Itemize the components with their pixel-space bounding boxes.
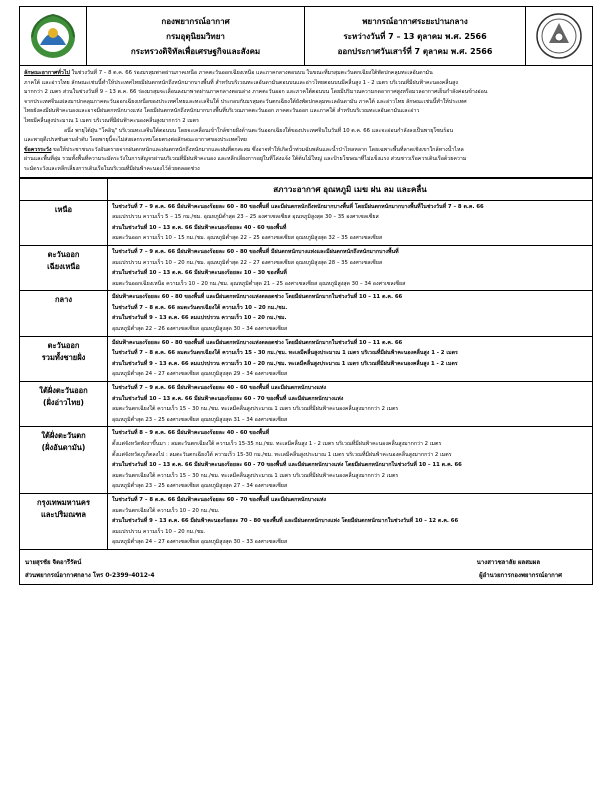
forecast-line: อุณหภูมิต่ำสุด 24 – 27 องศาเซลเซียส อุณหภูมิสูงสุด 30 – 33 องศาเซลเซียส <box>112 539 288 546</box>
region-name: ตะวันออก <box>47 340 80 350</box>
forecast-line: ลมตะวันตกเฉียงใต้ ความเร็ว 10 – 20 กม./ชม. <box>112 507 220 514</box>
region-cell <box>20 291 108 336</box>
region-cell <box>20 200 108 245</box>
forecast-line: ในช่วงวันที่ 7 – 8 ต.ค. 66 ลมตะวันตกเฉียงใต้ ความเร็ว 10 – 20 กม./ชม. <box>112 304 288 311</box>
forecast-line: ในช่วงวันที่ 7 – 9 ต.ค. 66 มีฝนฟ้าคะนองร้อยละ 60 - 80 ของพื้นที่ และมีฝนตกหนักถึงหนักมากบางพื้นที่ โดยมีฝนตกหนักมากบางพื้นที่ในช่วงวันที่ 7 – 8 ต.ค. 66 <box>112 203 484 210</box>
issue-date: ออกประกาศวันเสาร์ที่ 7 ตุลาคม พ.ศ. 2566 <box>337 46 493 56</box>
forecast-cell <box>108 245 593 290</box>
region-name: เหนือ <box>54 204 73 214</box>
forecast-line: ลมแปรปรวน ความเร็ว 5 – 15 กม./ชม. อุณหภูมิต่ำสุด 23 – 25 องศาเซลเซียส อุณหภูมิสูงสุด 30 – 35 องศาเซลเซียส <box>112 214 379 221</box>
document-footer <box>19 550 593 585</box>
director-title: ผู้อำนวยการกองพยากรณ์อากาศ <box>479 571 562 579</box>
region-name: (ฝั่งอันดามัน) <box>41 443 86 453</box>
department-name: กองพยากรณ์อากาศ <box>161 16 230 26</box>
forecast-line: ตั้งแต่จังหวัดพังงาขึ้นมา : ลมตะวันตกเฉียงใต้ ความเร็ว 15-35 กม./ชม. ทะเลมีคลื่นสูง 1 - 2 เมตร บริเวณที่มีฝนฟ้าคะนองคลื่นสูงมากกว่า 2 เมตร <box>112 441 442 447</box>
table-row <box>20 382 593 427</box>
forecast-line: อุณหภูมิต่ำสุด 23 – 25 องศาเซลเซียส อุณหภูมิสูงสุด 31 – 34 องศาเซลเซียส <box>112 416 288 423</box>
table-row <box>20 245 593 290</box>
forecast-line: ลมตะวันออก ความเร็ว 10 – 15 กม./ชม. อุณหภูมิต่ำสุด 22 – 25 องศาเซลเซียส อุณหภูมิสูงสุด 32 – 35 องศาเซลเซียส <box>112 235 383 242</box>
forecast-line: ในช่วงวันที่ 7 – 9 ต.ค. 66 มีฝนฟ้าคะนองร้อยละ 60 - 80 ของพื้นที่ มีฝนตกหนักบางแห่งและมีฝนตกหนักถึงหนักมากบางพื้นที่ <box>112 248 399 255</box>
ministry-seal <box>525 7 592 65</box>
forecast-line: ในช่วงวันที่ 8 – 9 ต.ค. 66 มีฝนฟ้าคะนองร้อยละ 40 - 60 ของพื้นที่ <box>112 430 270 437</box>
forecast-period: ระหว่างวันที่ 7 – 13 ตุลาคม พ.ศ. 2566 <box>343 31 487 41</box>
summary-line: จากประเทศจีนแผ่ลงมาปกคลุมภาคตะวันออกเฉียงเหนือของประเทศไทยและทะเลจีนใต้ ประกอบกับมรสุมตะวันตกเฉียงใต้ยังพัดปกคลุมทะเลอันดามัน ภาคใต้ และอ่าวไทย ลักษณะเช่นนี้ทำให้ประเทศ <box>24 98 467 105</box>
forecast-cell <box>108 200 593 245</box>
table-title: สภาวะอากาศ อุณหภูมิ เมฆ ฝน ลม และคลื่น <box>108 178 593 200</box>
table-row <box>20 427 593 494</box>
region-cell <box>20 245 108 290</box>
caution-line: ระมัดระวังและหลีกเลี่ยงการเดินเรือในบริเวณที่มีฝนฟ้าคะนองไว้ด้วยตลอดช่วง <box>24 165 200 172</box>
forecast-title: พยากรณ์อากาศระยะปานกลาง <box>362 16 468 26</box>
region-name: ใต้ฝั่งตะวันออก <box>39 386 88 396</box>
summary-line: ภาคใต้ และอ่าวไทย ลักษณะเช่นนี้ทำให้ประเทศไทยมีฝนตกหนักถึงหนักมากบางพื้นที่ สำหรับบริเวณทะเลอันดามันตอนบนและอ่าวไทยตอนบนมีคลื่นสูง 1 - 2 เมตร บริเวณที่มีฝนฟ้าคะนองคลื่นสูง <box>24 79 458 86</box>
region-cell <box>20 427 108 494</box>
forecast-line: อุณหภูมิต่ำสุด 23 – 25 องศาเซลเซียส อุณหภูมิสูงสุด 27 – 34 องศาเซลเซียส <box>112 483 288 490</box>
forecast-cell <box>108 291 593 336</box>
forecast-cell <box>108 336 593 381</box>
region-cell <box>20 493 108 549</box>
summary-line: มากกว่า 2 เมตร ส่วนในช่วงวันที่ 9 – 13 ต.ค. 66 ร่องมรสุมจะเลื่อนลงมาพาดผ่านภาคกลางตอนล่าง ภาคตะวันออก และภาคใต้ตอนบน โดยมีปริมาณความกดอากาศสูงหรือมวลอากาศเย็นกำลังค่อนข้างอ่อน <box>24 89 488 96</box>
forecast-cell <box>108 382 593 427</box>
regional-forecast-table <box>19 178 593 550</box>
director-name: นางสาวชลาลัย ผลสมผล <box>476 558 540 566</box>
forecast-line: ในช่วงวันที่ 7 – 9 ต.ค. 66 มีฝนฟ้าคะนองร้อยละ 40 - 60 ของพื้นที่ และมีฝนตกหนักบางแห่ง <box>112 385 327 392</box>
caution-line: ผ่านและพื้นที่ลุ่ม รวมทั้งพื้นที่ความระมัดระวังในการสัญจรผ่านบริเวณที่มีฝนฟ้าคะนอง และหลีกเลี่ยงการอยู่ในที่โล่งแจ้ง ใต้ต้นไม้ใหญ่ และป้ายโฆษณาที่ไม่แข็งแรง ส่วนชาวเรือควรเดินเรือด้วยความ <box>24 156 467 163</box>
forecast-line: ส่วนในช่วงวันที่ 10 – 13 ต.ค. 66 มีฝนฟ้าคะนองร้อยละ 10 – 30 ของพื้นที่ <box>112 270 287 277</box>
general-summary <box>19 66 593 178</box>
tmd-logo-icon <box>26 11 80 61</box>
forecast-line: ลมตะวันออกเฉียงเหนือ ความเร็ว 10 – 20 กม./ชม. อุณหภูมิต่ำสุด 21 – 25 องศาเซลเซียส อุณหภูมิสูงสุด 30 – 34 องศาเซลเซียส <box>112 280 406 287</box>
forecast-line: ตั้งแต่จังหวัดภูเก็ตลงไป : ลมตะวันตกเฉียงใต้ ความเร็ว 15-30 กม./ชม. ทะเลมีคลื่นสูงประมาณ 1 เมตร บริเวณที่มีฝนฟ้าคะนองคลื่นสูงมากกว่า 2 เมตร <box>112 451 452 458</box>
region-name: กลาง <box>54 295 72 305</box>
summary-line: ไทยยังคงมีฝนฟ้าคะนองและอาจมีฝนตกหนักบางแห่ง โดยมีฝนตกหนักถึงหนักมากบางพื้นที่บริเวณภาคตะวันออก ภาคตะวันออก และภาคใต้ สำหรับบริเวณทะเลอันดามันและอ่าว <box>24 108 420 115</box>
table-corner <box>20 178 108 200</box>
region-name: เฉียงเหนือ <box>47 261 80 271</box>
agency-name: กรมอุตุนิยมวิทยา <box>166 31 225 41</box>
region-name: และปริมณฑล <box>41 509 86 519</box>
caution-line: ขอให้ประชาชนระวังอันตรายจากฝนตกหนักและฝนตกหนักถึงหนักมากและฝนที่ตกสะสม ซึ่งอาจทำให้เกิดน้ำท่วมฉับพลันและน้ำป่าไหลหลาก โดยเฉพาะพื้นที่ลาดเชิงเขาใกล้ทางน้ำไหล <box>53 146 464 153</box>
typhoon-note-line: อนึ่ง พายุไต้ฝุ่น "โคอินุ" บริเวณทะเลจีนใต้ตอนบน โดยจะเคลื่อนเข้าใกล้ชายฝั่งด้านตะวันออกเฉียงใต้ของประเทศจีนในวันที่ 10 ต.ค. 66 และจะอ่อนกำลังลงเป็นพายุโซนร้อน <box>64 127 454 134</box>
forecast-line: ในช่วงวันที่ 7 – 8 ต.ค. 66 ลมตะวันตกเฉียงใต้ ความเร็ว 15 - 30 กม./ชม. ทะเลมีคลื่นสูงประมาณ 1 เมตร บริเวณที่มีฝนฟ้าคะนองคลื่นสูง 1 - 2 เมตร <box>112 350 458 357</box>
region-cell <box>20 382 108 427</box>
forecaster-contact: ส่วนพยากรณ์อากาศกลาง โทร 0-2399-4012-4 <box>25 571 155 579</box>
table-row <box>20 493 593 549</box>
forecast-cell <box>108 427 593 494</box>
region-name: ตะวันออก <box>47 249 80 259</box>
region-name: รวมทั้งชายฝั่ง <box>41 352 86 362</box>
forecast-line: ส่วนในช่วงวันที่ 10 – 13 ต.ค. 66 มีฝนฟ้าคะนองร้อยละ 60 - 70 ของพื้นที่ และมีฝนตกหนักบางแห่ง <box>112 395 344 402</box>
region-name: (ฝั่งอ่าวไทย) <box>43 398 84 408</box>
tmd-logo <box>20 7 86 65</box>
ministry-name: กระทรวงดิจิทัลเพื่อเศรษฐกิจและสังคม <box>130 46 261 56</box>
region-cell <box>20 336 108 381</box>
caution-label: ข้อควรระวัง <box>24 146 52 153</box>
ministry-seal-icon <box>534 11 584 61</box>
summary-paragraph-1 <box>24 69 588 79</box>
table-body <box>20 200 593 549</box>
forecast-line: ส่วนในช่วงวันที่ 9 – 13 ต.ค. 66 ลมแปรปรวน ความเร็ว 10 – 20 กม./ชม. <box>112 315 287 322</box>
forecast-title-block <box>305 7 525 65</box>
document-header <box>19 6 593 66</box>
forecast-line: ลมตะวันตกเฉียงใต้ ความเร็ว 15 – 30 กม./ชม. ทะเลมีคลื่นสูงประมาณ 1 เมตร บริเวณที่มีฝนฟ้าคะนองคลื่นสูงมากกว่า 2 เมตร <box>112 472 399 479</box>
summary-line: ในช่วงวันที่ 7 – 8 ต.ค. 66 ร่องมรสุมพาดผ่านภาคเหนือ ภาคตะวันออกเฉียงเหนือ และภาคกลางตอนบน ในขณะที่มรสุมตะวันตกเฉียงใต้พัดปกคลุมทะเลอันดามัน <box>71 70 433 76</box>
forecast-line: อุณหภูมิต่ำสุด 24 – 27 องศาเซลเซียส อุณหภูมิสูงสุด 29 – 34 องศาเซลเซียส <box>112 371 288 378</box>
forecast-line: ลมแปรปรวน ความเร็ว 10 – 20 กม./ชม. <box>112 528 206 535</box>
forecast-line: มีฝนฟ้าคะนองร้อยละ 60 - 80 ของพื้นที่ และมีฝนตกหนักบางแห่งตลอดช่วง โดยมีฝนตกหนักมากในช่วงวันที่ 10 – 11 ต.ค. 66 <box>112 294 403 301</box>
forecast-line: ส่วนในช่วงวันที่ 10 – 13 ต.ค. 66 มีฝนฟ้าคะนองร้อยละ 60 - 70 ของพื้นที่ และมีฝนตกหนักบางแห่ง โดยมีฝนตกหนักมากในช่วงวันที่ 10 – 11 ต.ค. 66 <box>112 462 462 469</box>
forecast-line: ในช่วงวันที่ 7 – 8 ต.ค. 66 มีฝนฟ้าคะนองร้อยละ 60 - 70 ของพื้นที่ และมีฝนตกหนักบางแห่ง <box>112 496 327 503</box>
forecast-line: ส่วนในช่วงวันที่ 10 – 13 ต.ค. 66 มีฝนฟ้าคะนองร้อยละ 40 - 60 ของพื้นที่ <box>112 224 287 231</box>
forecast-line: ลมแปรปรวน ความเร็ว 10 – 20 กม./ชม. อุณหภูมิต่ำสุด 22 – 27 องศาเซลเซียส อุณหภูมิสูงสุด 28 – 35 องศาเซลเซียส <box>112 259 383 266</box>
table-row <box>20 336 593 381</box>
summary-label: ลักษณะอากาศทั่วไป <box>24 70 70 76</box>
caution-paragraph <box>24 146 588 156</box>
forecast-line: มีฝนฟ้าคะนองร้อยละ 60 - 80 ของพื้นที่ และมีฝนตกหนักบางแห่งตลอดช่วง โดยมีฝนตกหนักมากในช่วงวันที่ 10 – 11 ต.ค. 66 <box>112 339 403 346</box>
table-row <box>20 291 593 336</box>
forecast-line: ส่วนในช่วงวันที่ 9 – 13 ต.ค. 66 มีฝนฟ้าคะนองร้อยละ 70 - 80 ของพื้นที่ และมีฝนตกหนักบางแห่ง โดยมีฝนตกหนักมากในช่วงวันที่ 10 – 12 ต.ค. 66 <box>112 518 459 525</box>
forecast-line: ส่วนในช่วงวันที่ 9 – 13 ต.ค. 66 ลมแปรปรวน ความเร็ว 10 – 20 กม./ชม. ทะเลมีคลื่นสูงประมาณ 1 เมตร บริเวณที่มีฝนฟ้าคะนองคลื่นสูง 1 - 2 เมตร <box>112 360 458 367</box>
forecast-line: ลมตะวันตกเฉียงใต้ ความเร็ว 15 – 30 กม./ชม. ทะเลมีคลื่นสูงประมาณ 1 เมตร บริเวณที่มีฝนฟ้าคะนองคลื่นสูงมากกว่า 2 เมตร <box>112 406 399 413</box>
forecast-cell <box>108 493 593 549</box>
agency-block <box>86 7 305 65</box>
summary-line: ไทยมีคลื่นสูงประมาณ 1 เมตร บริเวณที่มีฝนฟ้าคะนองคลื่นสูงมากกว่า 2 เมตร <box>24 117 199 124</box>
forecaster-name: นายสุรชัย จิตอารีรัตน์ <box>25 558 82 566</box>
forecast-line: อุณหภูมิต่ำสุด 22 – 26 องศาเซลเซียส อุณหภูมิสูงสุด 30 – 34 องศาเซลเซียส <box>112 326 288 333</box>
typhoon-note-line: และพายุดีเปรสชันตามลำดับ โดยพายุนี้จะไม่ส่งผลกระทบโดยตรงต่อลักษณะอากาศของประเทศไทย <box>24 137 247 144</box>
region-name: ใต้ฝั่งตะวันตก <box>41 431 86 441</box>
table-row <box>20 200 593 245</box>
region-name: กรุงเทพมหานคร <box>37 497 90 507</box>
